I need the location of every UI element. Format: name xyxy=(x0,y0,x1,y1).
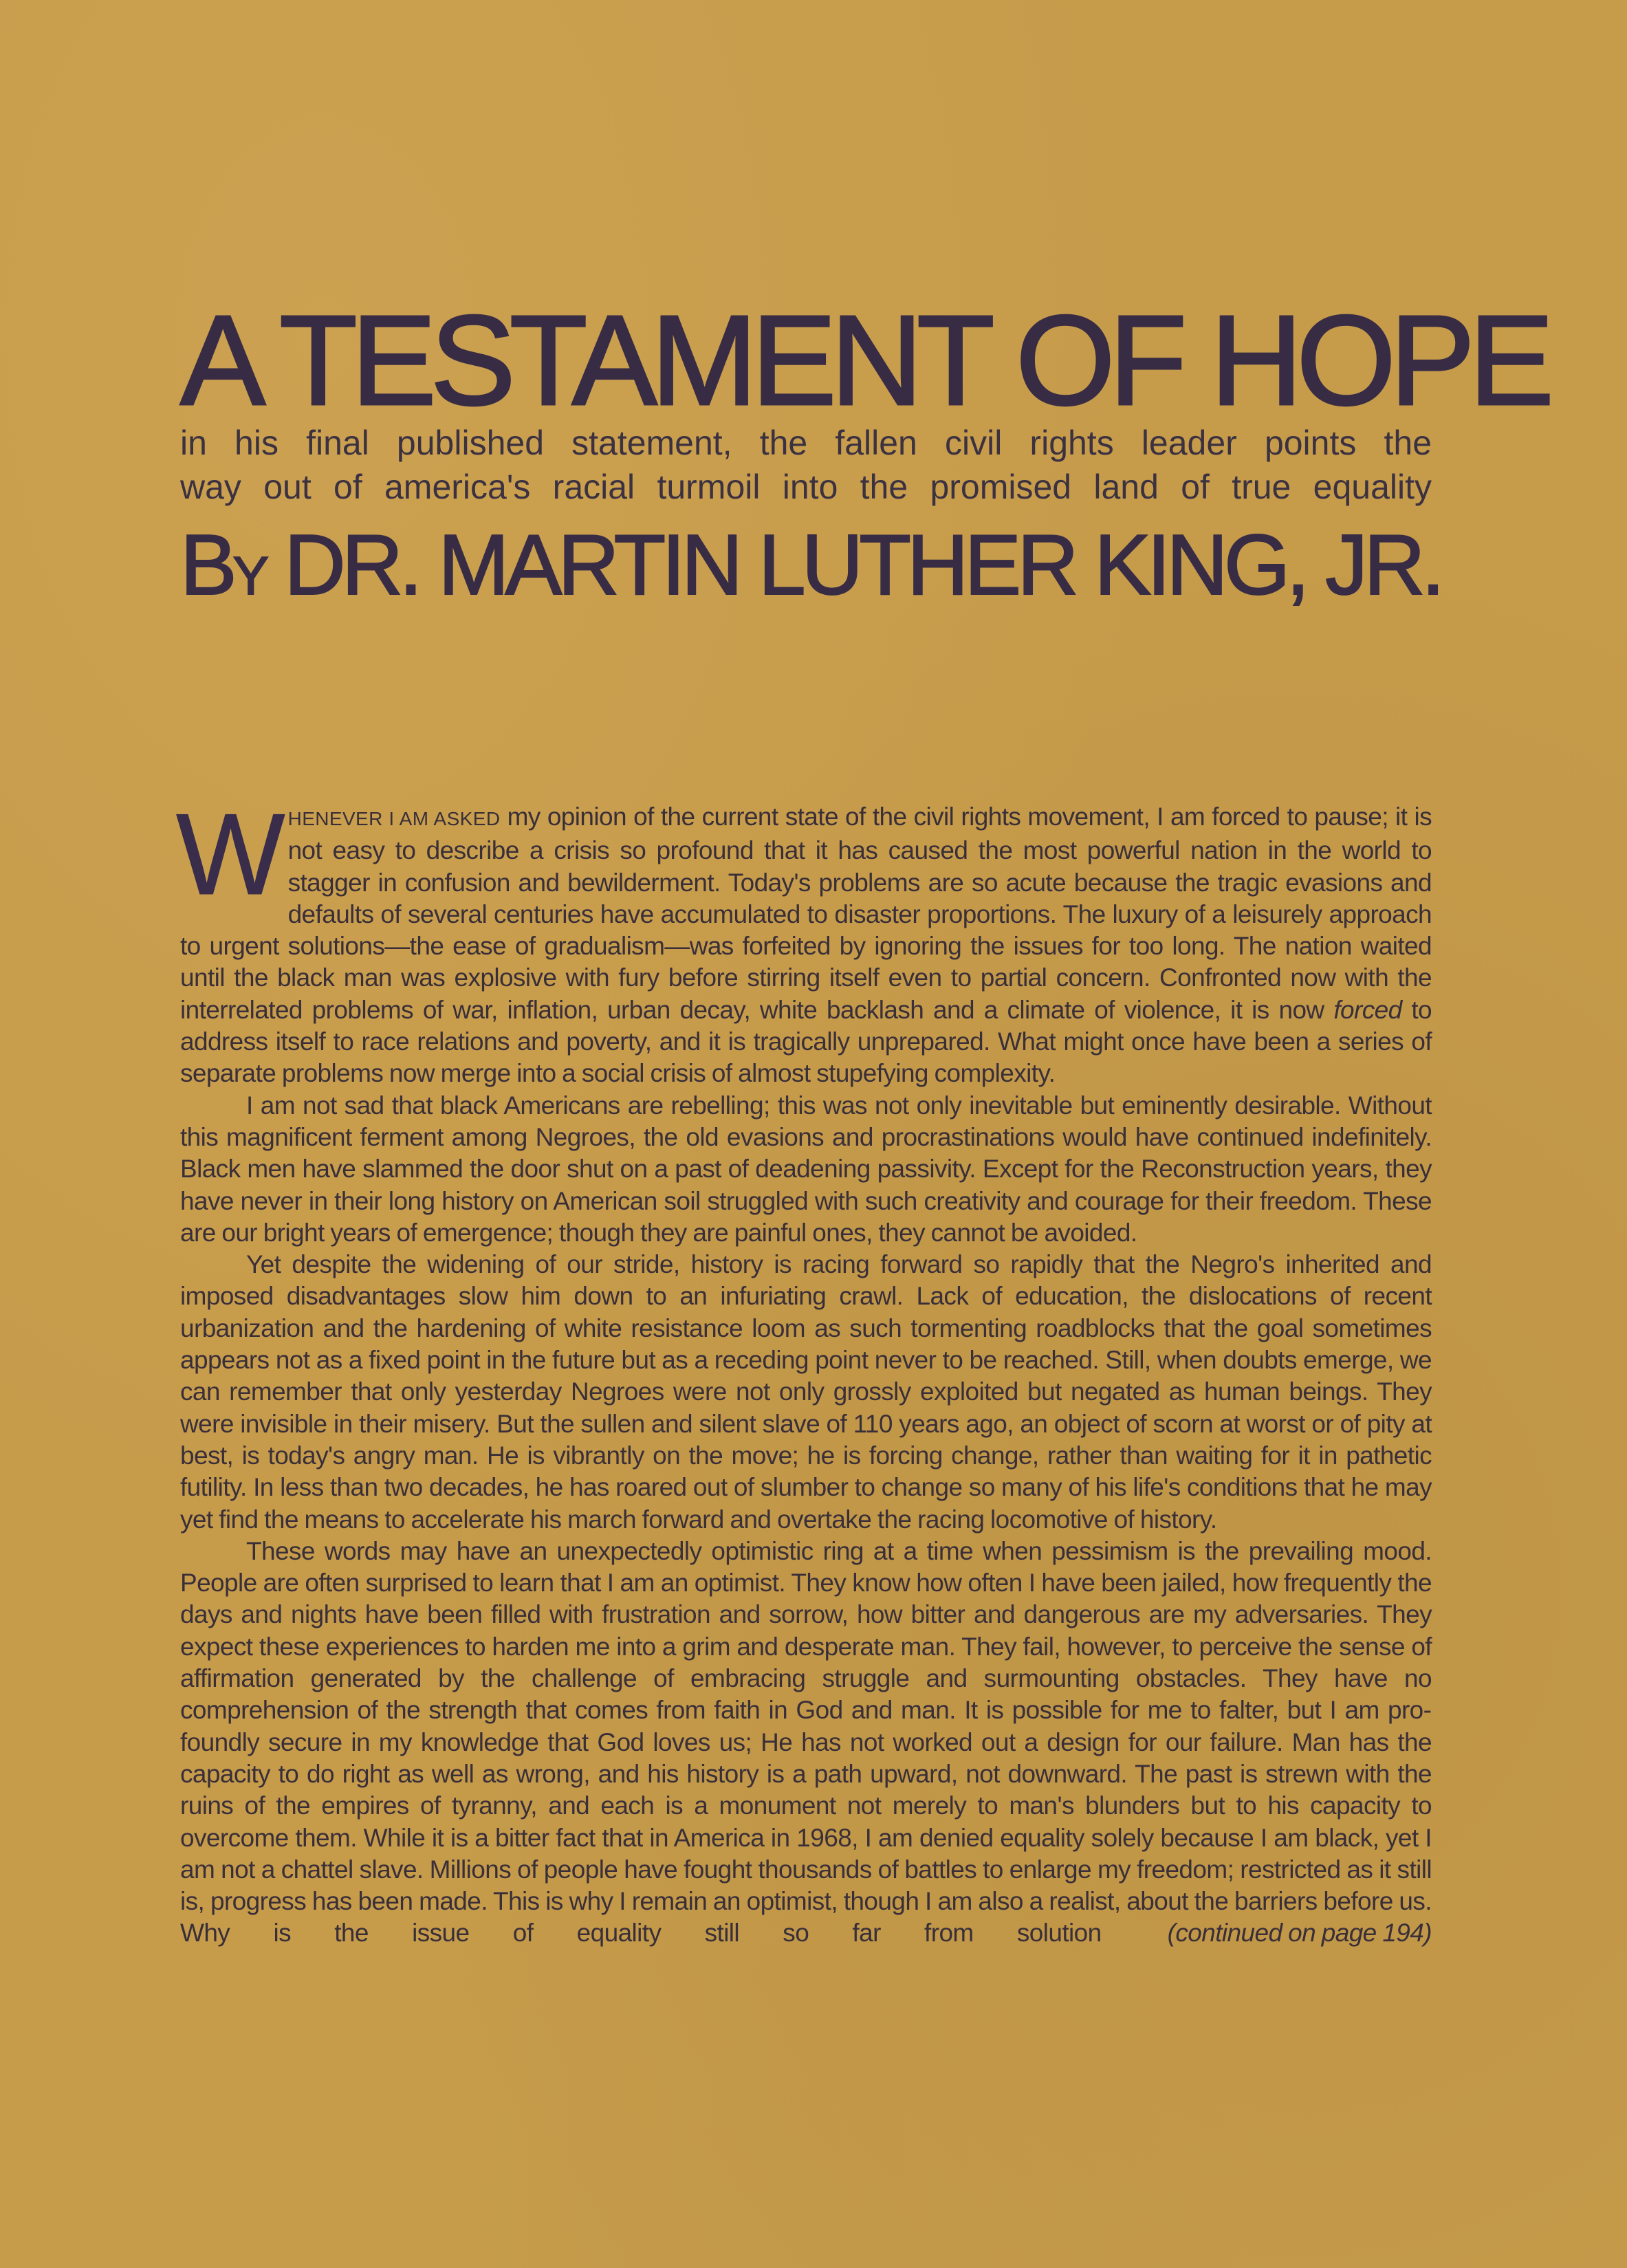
paragraph-1-text-a: my opinion of the current state of the civil rights movement, I am forced to pause; it is not easy to describe a crisis so profound that it has caused the most powerful nation in the world to stagger in confusion and bewilderment. Today's problems are so acute because the tragic evasions and defaults of several centuries have accumulated to disaster proportions. The luxury of a leisurely approach to urgent solutions—the ease of gradualism—was forfeited by ignoring the issues for too long. The nation waited until the black man was explosive with fury before stirring itself even to partial concern. Confronted now with the interrelated problems of war, inflation, urban decay, white backlash and a climate of violence, it is now xyxy=(180,803,1432,1024)
deck-line-2: way out of america's racial turmoil into the promised land of true equality xyxy=(180,468,1432,506)
paragraph-1 xyxy=(176,789,1432,1090)
author-byline xyxy=(180,518,1441,618)
drop-cap: W xyxy=(176,789,281,919)
article-title: A TESTAMENT OF HOPE xyxy=(180,290,1549,432)
byline-author-name: DR. MARTIN LUTHER KING, JR. xyxy=(264,518,1441,613)
article-body xyxy=(176,789,1432,1981)
byline-by xyxy=(180,518,265,613)
paragraph-3: Yet despite the widening of our stride, history is racing forward so rapidly that the Negro's inherited and imposed disadvantages slow him down to an infuriating crawl. Lack of education, the dislocations of recent urbanization and the hardening of white resistance loom as such tormenting roadblocks that the goal sometimes appears not as a fixed point in the future but as a receding point never to be reached. Still, when doubts emerge, we can remember that only yesterday Negroes were not only grossly exploited but negated as human beings. They were invisible in their misery. But the sullen and silent slave of 110 years ago, an object of scorn at worst or of pity at best, is today's angry man. He is vibrantly on the move; he is forcing change, rather than waiting for it in pathetic futility. In less than two decades, he has roared out of slumber to change so many of his life's conditions that he may yet find the means to accelerate his march forward and overtake the racing locomotive of history. xyxy=(180,1250,1432,1534)
paragraph-4 xyxy=(180,1536,1432,1981)
byline-by-y: Y xyxy=(232,545,265,606)
continued-on-page-link[interactable]: (continued on page 194) xyxy=(1167,1919,1432,1948)
paragraph-2: I am not sad that black Americans are rebelling; this was not only inevitable but eminently desirable. Without this magnificent ferment among Negroes, the old evasions and procrastinations would have continued indefinitely. Black men have slammed the door shut on a past of deadening passivity. Except for the Reconstruction years, they have never in their long history on American soil struggled with such creativity and courage for their freedom. These are our bright years of emergence; though they are painful ones, they cannot be avoided. xyxy=(180,1091,1432,1247)
lead-in-smallcaps: HENEVER I AM ASKED xyxy=(287,808,501,829)
emphasis-forced: forced xyxy=(1333,995,1402,1024)
paragraph-4-text: These words may have an unexpectedly optimistic ring at a time when pessimism is the prevailing mood. People are often surprised to learn that I am an optimist. They know how often I have been jailed, how frequently the days and nights have been filled with frustration and sorrow, how bitter and dangerous are my adversaries. They expect these experiences to harden me into a grim and desperate man. They fail, however, to perceive the sense of affirmation generated by the challenge of embracing struggle and surmounting obstacles. They have no comprehension of the strength that comes from faith in God and man. It is possible for me to falter, but I am profoundly secure in my knowledge that God loves us; He has not worked out a design for our failure. Man has the capacity to do right as well as wrong, and his history is a path upward, not downward. The past is strewn with the ruins of the empires of tyranny, and each is a monument not merely to man's blunders but to his capacity to overcome them. While it is a bitter fact that in America in 1968, I am denied equality solely because I am black, yet I am not a chattel slave. Millions of people have fought thousands of battles to enlarge my freedom; restricted as it still is, progress has been made. This is why I remain an optimist, though I am also a realist, about the barriers before us. Why is the issue of equality still so far from solution xyxy=(180,1536,1432,1948)
paragraph-1-text-b: to address itself to race relations and poverty, and it is tragically unprepared. What might once have been a series of separate problems now merge into a social crisis of almost stupefying complexity. xyxy=(180,995,1432,1088)
article-deck xyxy=(180,421,1432,509)
byline-by-b: B xyxy=(180,518,233,613)
deck-line-1: in his final published statement, the fallen civil rights leader points the xyxy=(180,424,1432,462)
